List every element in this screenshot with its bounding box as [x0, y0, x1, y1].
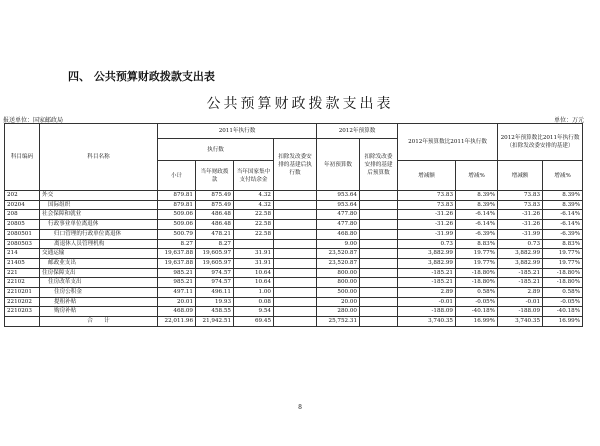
- header-budget-num: 年初预算数: [317, 139, 360, 191]
- header-cmp-2011: 2012年预算数比2011年执行数: [398, 124, 498, 161]
- cell-fin: 486.48: [196, 220, 234, 230]
- cell-d2: 3,882.99: [498, 258, 543, 268]
- cell-p2: -18.80%: [543, 268, 583, 278]
- cell-exec_adj: [274, 249, 317, 259]
- cell-budget_adj: [360, 268, 398, 278]
- cell-name: 合 计: [40, 317, 158, 327]
- cell-name: 国际组织: [40, 200, 158, 210]
- cell-code: 202: [5, 191, 40, 201]
- cell-fin: 478.21: [196, 229, 234, 239]
- table-row: [5, 239, 583, 249]
- section-heading: 四、 公共预算财政拨款支出表: [68, 70, 215, 83]
- table-row: [5, 200, 583, 210]
- cell-d1: -188.09: [398, 307, 456, 317]
- cell-p2: 8.39%: [543, 191, 583, 201]
- cell-total: 985.21: [158, 268, 196, 278]
- cell-budget_adj: [360, 229, 398, 239]
- cell-d2: -188.09: [498, 307, 543, 317]
- cell-d2: 73.83: [498, 200, 543, 210]
- cell-fin: 19.93: [196, 297, 234, 307]
- cell-budget_adj: [360, 191, 398, 201]
- cell-code: 20204: [5, 200, 40, 210]
- cell-p2: 19.77%: [543, 249, 583, 259]
- cell-fin: 21,942.51: [196, 317, 234, 327]
- cell-p2: -6.14%: [543, 220, 583, 230]
- cell-p1: 8.39%: [456, 191, 498, 201]
- cell-central: 10.64: [234, 268, 274, 278]
- cell-central: [234, 239, 274, 249]
- cell-fin: 19,605.97: [196, 249, 234, 259]
- budget-table: [4, 123, 583, 327]
- header-current-fin: 当年财政拨款: [196, 161, 234, 191]
- cell-p1: 0.58%: [456, 288, 498, 298]
- cell-code: 21405: [5, 258, 40, 268]
- cell-budget_adj: [360, 239, 398, 249]
- cell-p1: -6.14%: [456, 210, 498, 220]
- cell-code: 214: [5, 249, 40, 259]
- cell-budget: 800.00: [317, 278, 360, 288]
- cell-budget: 9.00: [317, 239, 360, 249]
- cell-budget_adj: [360, 307, 398, 317]
- cell-name: 行政事业单位离退休: [40, 220, 158, 230]
- cell-budget: 23,520.87: [317, 258, 360, 268]
- cell-total: 19,637.88: [158, 249, 196, 259]
- cell-exec_adj: [274, 317, 317, 327]
- page-number: 8: [298, 404, 302, 411]
- table-row: [5, 220, 583, 230]
- cell-code: 2080503: [5, 239, 40, 249]
- cell-total: 22,011.96: [158, 317, 196, 327]
- cell-p2: 19.77%: [543, 258, 583, 268]
- cell-exec_adj: [274, 220, 317, 230]
- cell-central: 31.91: [234, 249, 274, 259]
- cell-p1: -40.18%: [456, 307, 498, 317]
- table-row: [5, 307, 583, 317]
- cell-d2: 3,882.99: [498, 249, 543, 259]
- cell-name: 交通运输: [40, 249, 158, 259]
- header-inc-pct-2: 增减%: [543, 161, 583, 191]
- cell-p2: -40.18%: [543, 307, 583, 317]
- cell-code: 2210201: [5, 288, 40, 298]
- cell-code: 20805: [5, 220, 40, 230]
- cell-p1: 16.99%: [456, 317, 498, 327]
- cell-budget: 500.00: [317, 288, 360, 298]
- cell-budget_adj: [360, 288, 398, 298]
- cell-name: 归口管理的行政单位离退休: [40, 229, 158, 239]
- cell-budget_adj: [360, 200, 398, 210]
- cell-code: 2210203: [5, 307, 40, 317]
- cell-d1: 3,740.35: [398, 317, 456, 327]
- cell-d1: 73.83: [398, 191, 456, 201]
- cell-budget: 800.00: [317, 268, 360, 278]
- cell-exec_adj: [274, 288, 317, 298]
- cell-central: 0.08: [234, 297, 274, 307]
- cell-fin: 875.49: [196, 191, 234, 201]
- cell-d1: 3,882.99: [398, 249, 456, 259]
- cell-code: 22102: [5, 278, 40, 288]
- table-row: [5, 210, 583, 220]
- cell-p1: -18.80%: [456, 268, 498, 278]
- cell-budget: 468.80: [317, 229, 360, 239]
- header-exclude-exec: 扣除发改委安排的基建后执行数: [274, 139, 317, 191]
- cell-p1: 19.77%: [456, 249, 498, 259]
- cell-d2: 0.73: [498, 239, 543, 249]
- cell-budget_adj: [360, 317, 398, 327]
- cell-budget_adj: [360, 249, 398, 259]
- table-row: [5, 317, 583, 327]
- cell-exec_adj: [274, 239, 317, 249]
- cell-budget: 477.80: [317, 210, 360, 220]
- cell-name: 邮政业支出: [40, 258, 158, 268]
- cell-d1: 3,882.99: [398, 258, 456, 268]
- cell-central: 4.32: [234, 200, 274, 210]
- header-exec-sub: 执行数: [158, 139, 274, 161]
- cell-total: 509.06: [158, 210, 196, 220]
- cell-central: 22.58: [234, 220, 274, 230]
- header-total: 小计: [158, 161, 196, 191]
- cell-d1: 73.83: [398, 200, 456, 210]
- table-row: [5, 297, 583, 307]
- cell-total: 19,637.88: [158, 258, 196, 268]
- cell-p2: 16.99%: [543, 317, 583, 327]
- cell-central: 22.58: [234, 229, 274, 239]
- cell-p1: -6.14%: [456, 220, 498, 230]
- cell-fin: 974.57: [196, 268, 234, 278]
- header-inc-amt-2: 增减额: [498, 161, 543, 191]
- cell-fin: 486.48: [196, 210, 234, 220]
- cell-p2: 0.58%: [543, 288, 583, 298]
- cell-d1: -0.01: [398, 297, 456, 307]
- cell-code: 208: [5, 210, 40, 220]
- cell-budget_adj: [360, 210, 398, 220]
- cell-d2: -31.99: [498, 229, 543, 239]
- table-row: [5, 288, 583, 298]
- cell-budget: 953.64: [317, 191, 360, 201]
- cell-total: 468.09: [158, 307, 196, 317]
- header-budget-2012: 2012年预算数: [317, 124, 398, 139]
- cell-d2: -31.26: [498, 220, 543, 230]
- cell-d2: -0.01: [498, 297, 543, 307]
- cell-total: 500.79: [158, 229, 196, 239]
- cell-p1: -0.05%: [456, 297, 498, 307]
- cell-total: 985.21: [158, 278, 196, 288]
- cell-budget: 280.00: [317, 307, 360, 317]
- cell-p2: -6.14%: [543, 210, 583, 220]
- cell-exec_adj: [274, 278, 317, 288]
- cell-d2: -31.26: [498, 210, 543, 220]
- cell-d1: 2.89: [398, 288, 456, 298]
- cell-code: 2210202: [5, 297, 40, 307]
- cell-budget: 25,752.31: [317, 317, 360, 327]
- cell-budget: 20.00: [317, 297, 360, 307]
- cell-exec_adj: [274, 258, 317, 268]
- cell-code: 221: [5, 268, 40, 278]
- cell-d1: -185.21: [398, 278, 456, 288]
- cell-code: 2080501: [5, 229, 40, 239]
- cell-central: 10.64: [234, 278, 274, 288]
- cell-p1: 8.83%: [456, 239, 498, 249]
- cell-code: [5, 317, 40, 327]
- header-name: 科目名称: [40, 124, 158, 191]
- currency-unit: 单位：万元: [553, 117, 584, 124]
- cell-name: 住房保障支出: [40, 268, 158, 278]
- cell-total: 497.11: [158, 288, 196, 298]
- cell-budget_adj: [360, 278, 398, 288]
- cell-p1: -6.39%: [456, 229, 498, 239]
- cell-d1: -185.21: [398, 268, 456, 278]
- cell-name: 购房补贴: [40, 307, 158, 317]
- cell-exec_adj: [274, 297, 317, 307]
- cell-d2: 2.89: [498, 288, 543, 298]
- table-row: [5, 258, 583, 268]
- table-row: [5, 191, 583, 201]
- cell-total: 879.81: [158, 200, 196, 210]
- cell-central: 22.58: [234, 210, 274, 220]
- cell-total: 879.81: [158, 191, 196, 201]
- cell-fin: 875.49: [196, 200, 234, 210]
- reporting-unit: 报送单位：国家邮政局: [3, 117, 64, 124]
- table-row: [5, 268, 583, 278]
- cell-budget: 23,520.87: [317, 249, 360, 259]
- cell-exec_adj: [274, 229, 317, 239]
- table-row: [5, 249, 583, 259]
- cell-name: 外交: [40, 191, 158, 201]
- cell-total: 8.27: [158, 239, 196, 249]
- cell-exec_adj: [274, 191, 317, 201]
- header-inc-pct: 增减%: [456, 161, 498, 191]
- cell-d1: -31.26: [398, 210, 456, 220]
- cell-budget_adj: [360, 220, 398, 230]
- cell-central: 1.00: [234, 288, 274, 298]
- cell-name: 离退休人员管理机构: [40, 239, 158, 249]
- cell-budget: 477.80: [317, 220, 360, 230]
- cell-d2: 73.83: [498, 191, 543, 201]
- cell-p2: -18.80%: [543, 278, 583, 288]
- table-row: [5, 278, 583, 288]
- cell-central: 69.45: [234, 317, 274, 327]
- cell-total: 509.06: [158, 220, 196, 230]
- cell-fin: 496.11: [196, 288, 234, 298]
- cell-fin: 8.27: [196, 239, 234, 249]
- cell-d1: 0.73: [398, 239, 456, 249]
- cell-p1: 19.77%: [456, 258, 498, 268]
- header-exclude-budget: 扣除发改委安排的基建后预算数: [360, 139, 398, 191]
- header-code: 科目编码: [5, 124, 40, 191]
- cell-fin: 458.55: [196, 307, 234, 317]
- cell-exec_adj: [274, 268, 317, 278]
- cell-p2: 8.39%: [543, 200, 583, 210]
- cell-exec_adj: [274, 210, 317, 220]
- header-inc-amt: 增减额: [398, 161, 456, 191]
- cell-exec_adj: [274, 200, 317, 210]
- cell-p1: 8.39%: [456, 200, 498, 210]
- cell-p2: -6.39%: [543, 229, 583, 239]
- cell-name: 住房改革支出: [40, 278, 158, 288]
- cell-name: 提租补贴: [40, 297, 158, 307]
- cell-fin: 19,605.97: [196, 258, 234, 268]
- cell-budget_adj: [360, 258, 398, 268]
- cell-p2: -0.05%: [543, 297, 583, 307]
- cell-budget: 953.64: [317, 200, 360, 210]
- cell-d1: -31.99: [398, 229, 456, 239]
- cell-p1: -18.80%: [456, 278, 498, 288]
- cell-central: 31.91: [234, 258, 274, 268]
- cell-central: 9.54: [234, 307, 274, 317]
- table-title: 公共预算财政拨款支出表: [206, 96, 394, 112]
- cell-p2: 8.83%: [543, 239, 583, 249]
- cell-budget_adj: [360, 297, 398, 307]
- cell-exec_adj: [274, 307, 317, 317]
- table-row: [5, 229, 583, 239]
- header-central-fund: 当年国家集中支付结余金: [234, 161, 274, 191]
- header-exec-2011: 2011年执行数: [158, 124, 317, 139]
- header-cmp-adjusted: 2012年预算数比2011年执行数（扣除发改委安排的基建）: [498, 124, 583, 161]
- cell-d1: -31.26: [398, 220, 456, 230]
- cell-total: 20.01: [158, 297, 196, 307]
- cell-d2: -185.21: [498, 278, 543, 288]
- cell-fin: 974.57: [196, 278, 234, 288]
- cell-name: 社会保障和就业: [40, 210, 158, 220]
- cell-name: 住房公积金: [40, 288, 158, 298]
- cell-d2: 3,740.35: [498, 317, 543, 327]
- cell-d2: -185.21: [498, 268, 543, 278]
- cell-central: 4.32: [234, 191, 274, 201]
